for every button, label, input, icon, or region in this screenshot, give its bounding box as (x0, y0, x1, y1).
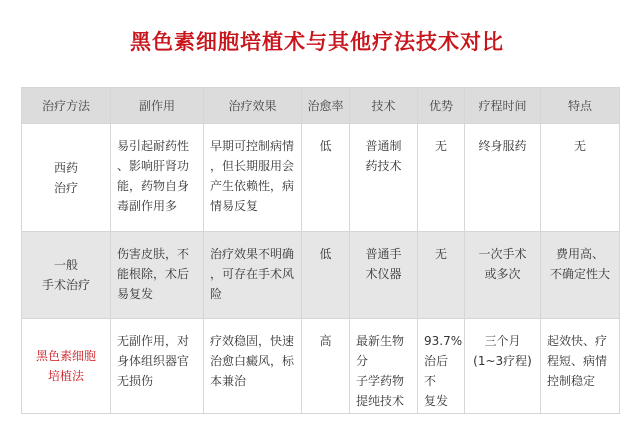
cell-line: 情易反复 (210, 199, 259, 213)
cure-rate-cell (302, 232, 350, 319)
cell-line: ，但长期服用会 (210, 159, 295, 173)
cell-line: 伤害皮肤，不 (117, 247, 190, 261)
method-name-line: 手术治疗 (41, 278, 90, 292)
cure-rate-cell (302, 319, 350, 414)
cell-line: 控制稳定 (547, 374, 596, 388)
cell-line: 最新生物分 (356, 334, 405, 368)
cell-line: 无 (434, 247, 447, 261)
method-cell (22, 232, 111, 319)
technology-cell (350, 319, 418, 414)
column-header: 优势 (418, 88, 465, 124)
cell-line: 身体组织器官 (117, 354, 190, 368)
cell-line: 复发 (424, 394, 449, 408)
column-header: 治疗方法 (22, 88, 111, 124)
cell-line: 能根除，术后 (117, 267, 190, 281)
column-header: 副作用 (111, 88, 204, 124)
cell-line: 险 (210, 287, 223, 301)
method-name-line: 西药 (53, 160, 78, 175)
method-name-line: 黑色素细胞 (35, 349, 96, 363)
cell-line: 无 (434, 139, 447, 153)
cell-line: 治后不 (424, 354, 449, 388)
cell-line: 或多次 (484, 267, 521, 281)
cell-line: 无 (573, 139, 586, 153)
effect-cell (204, 124, 302, 232)
cell-line: 高 (319, 334, 332, 348)
cell-line: 低 (319, 139, 332, 153)
cell-line: 费用高、 (555, 247, 604, 261)
method-name-line: 治疗 (53, 180, 78, 195)
cell-line: 产生依赖性，病 (210, 179, 295, 193)
table-header-row (22, 88, 620, 124)
technology-cell (350, 124, 418, 232)
effect-cell (204, 319, 302, 414)
side-effects-cell (111, 124, 204, 232)
cell-line: 终身服药 (478, 139, 527, 153)
advantage-cell (418, 319, 465, 414)
table-row (22, 319, 620, 414)
cell-line: 能，药物自身 (117, 179, 190, 193)
cell-line: (1~3疗程) (473, 354, 532, 368)
method-cell (22, 319, 111, 414)
cell-line: 药技术 (365, 159, 402, 173)
column-header: 治疗效果 (204, 88, 302, 124)
advantage-cell (418, 232, 465, 319)
cell-line: 治愈白癜风，标 (210, 354, 295, 368)
technology-cell (350, 232, 418, 319)
cell-line: 、影响肝肾功 (117, 159, 190, 173)
comparison-table (21, 87, 620, 414)
cell-line: 一次手术 (478, 247, 527, 261)
cell-line: 治疗效果不明确 (210, 247, 295, 261)
duration-cell (465, 319, 541, 414)
feature-cell (541, 232, 620, 319)
cell-line: 提纯技术 (356, 394, 405, 408)
cell-line: 无副作用，对 (117, 334, 190, 348)
cell-line: 早期可控制病情 (210, 139, 295, 153)
cell-line: 易引起耐药性 (117, 139, 190, 153)
column-header: 疗程时间 (465, 88, 541, 124)
column-header: 特点 (541, 88, 620, 124)
feature-cell (541, 319, 620, 414)
cell-line: 本兼治 (210, 374, 247, 388)
method-name-line: 培植法 (47, 369, 84, 383)
column-header: 治愈率 (302, 88, 350, 124)
side-effects-cell (111, 319, 204, 414)
cell-line: 无损伤 (117, 374, 154, 388)
cell-line: ，可存在手术风 (210, 267, 295, 281)
cell-line: 子学药物 (356, 374, 405, 388)
cell-line: 易复发 (117, 287, 154, 301)
cure-rate-cell (302, 124, 350, 232)
side-effects-cell (111, 232, 204, 319)
cell-line: 三个月 (484, 334, 521, 348)
cell-line: 起效快、疗 (547, 334, 608, 348)
method-cell (22, 124, 111, 232)
cell-line: 不确定性大 (549, 267, 610, 281)
table-row (22, 124, 620, 232)
method-name-line: 一般 (53, 258, 78, 272)
page-title: 黑色素细胞培植术与其他疗法技术对比 (130, 29, 504, 54)
table-row (22, 232, 620, 319)
cell-line: 低 (319, 247, 332, 261)
cell-line: 疗效稳固，快速 (210, 334, 295, 348)
cell-line: 93.7% (424, 334, 463, 348)
cell-line: 普通制 (365, 139, 402, 153)
duration-cell (465, 124, 541, 232)
cell-line: 程短、病情 (547, 354, 608, 368)
effect-cell (204, 232, 302, 319)
column-header: 技术 (350, 88, 418, 124)
cell-line: 术仪器 (365, 267, 402, 281)
cell-line: 毒副作用多 (117, 199, 178, 213)
duration-cell (465, 232, 541, 319)
cell-line: 普通手 (365, 247, 402, 261)
feature-cell (541, 124, 620, 232)
advantage-cell (418, 124, 465, 232)
